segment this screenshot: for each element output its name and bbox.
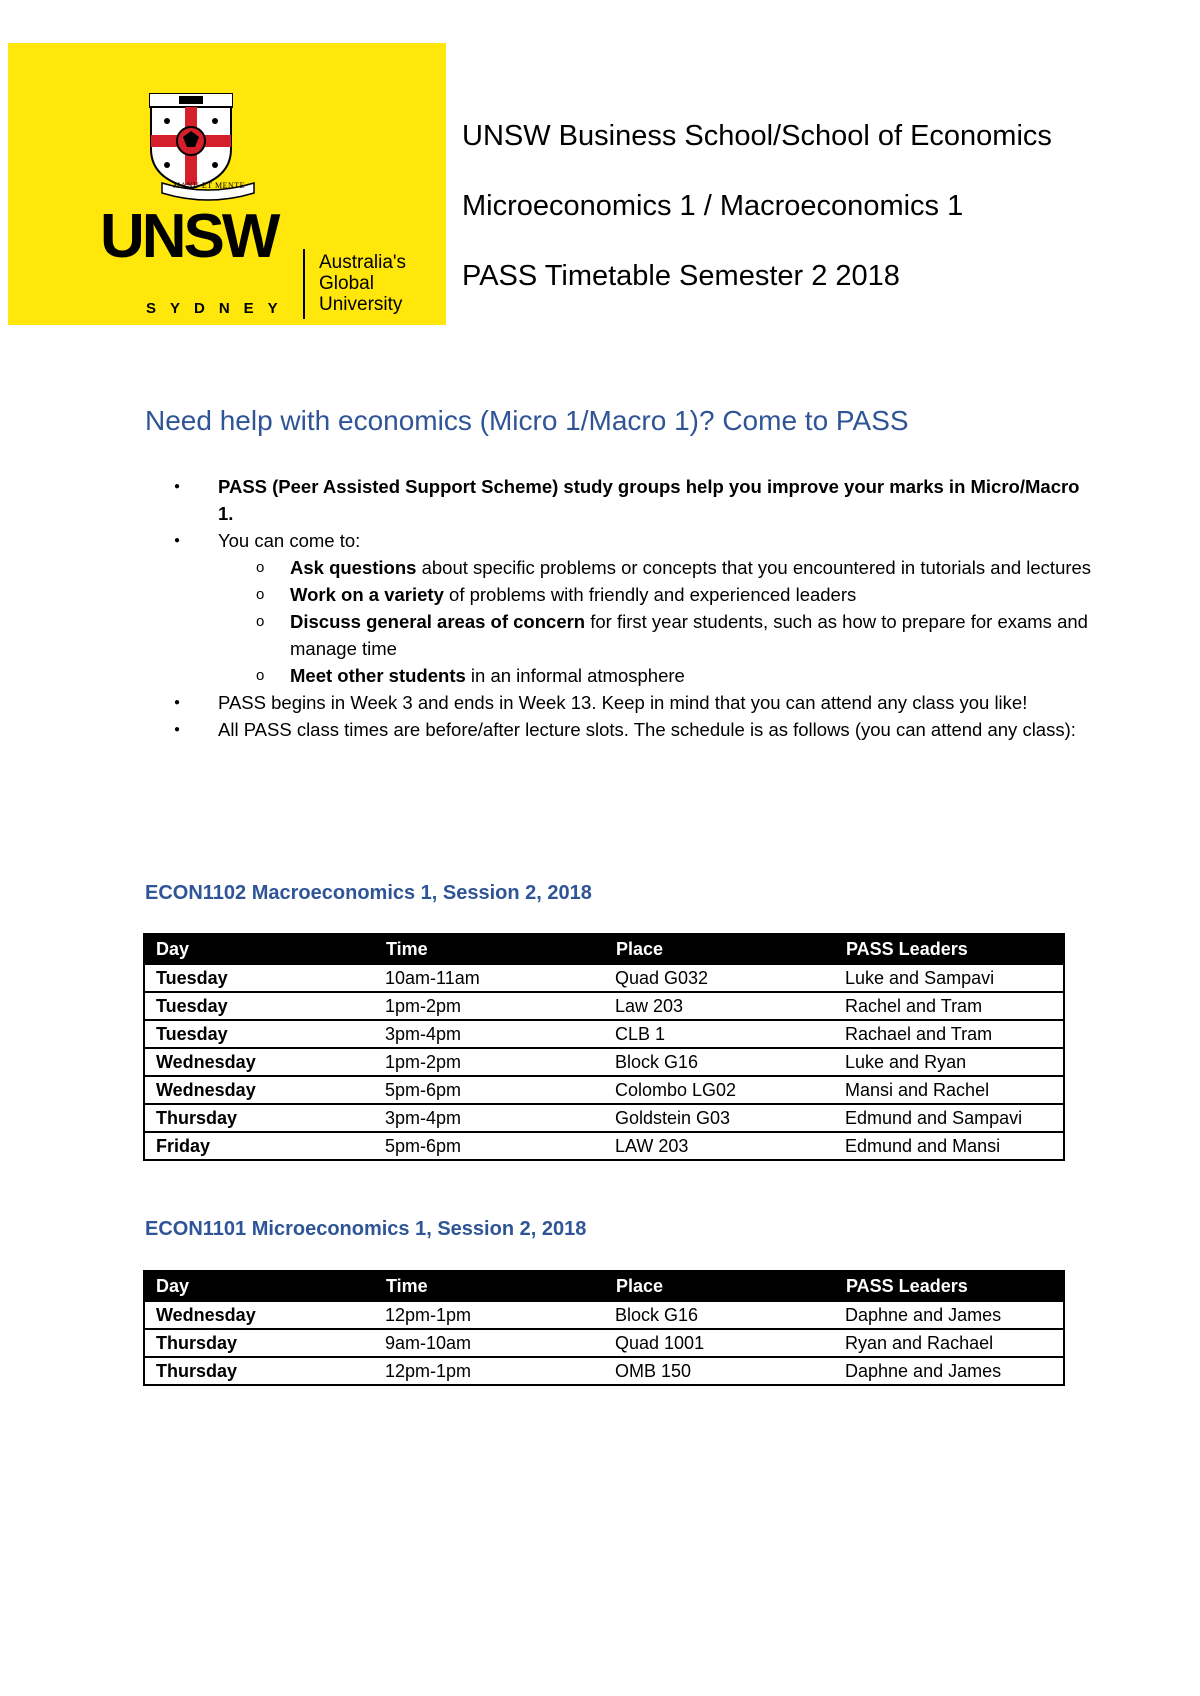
table-header-row (144, 934, 1064, 964)
micro-timetable (143, 1270, 1065, 1386)
list-item: ● PASS (Peer Assisted Support Scheme) study groups help you improve your marks in Micro/Macro 1. (174, 473, 1094, 527)
header-timetable: PASS Timetable Semester 2 2018 (462, 260, 900, 292)
sub-list-item: o Meet other students in an informal atmosphere (174, 662, 1094, 689)
info-list (174, 473, 1094, 743)
header-school: UNSW Business School/School of Economics (462, 120, 1052, 152)
column-header-leaders: PASS Leaders (834, 1271, 1064, 1301)
table-row: Wednesday 5pm-6pm Colombo LG02 Mansi and Rachel (144, 1076, 1064, 1104)
unsw-crest-icon (149, 93, 233, 189)
column-header-day: Day (144, 934, 374, 964)
column-header-place: Place (604, 934, 834, 964)
column-header-place: Place (604, 1271, 834, 1301)
macro-section-title: ECON1102 Macroeconomics 1, Session 2, 2018 (145, 882, 592, 904)
table-row: Tuesday 3pm-4pm CLB 1 Rachael and Tram (144, 1020, 1064, 1048)
logo-wordmark: UNSW (100, 202, 278, 271)
table-row: Thursday 12pm-1pm OMB 150 Daphne and James (144, 1357, 1064, 1385)
list-item: ● All PASS class times are before/after lecture slots. The schedule is as follows (you can attend any class): (174, 716, 1094, 743)
table-row: Friday 5pm-6pm LAW 203 Edmund and Mansi (144, 1132, 1064, 1160)
column-header-leaders: PASS Leaders (834, 934, 1064, 964)
micro-section-title: ECON1101 Microeconomics 1, Session 2, 2018 (145, 1218, 587, 1240)
column-header-time: Time (374, 1271, 604, 1301)
macro-timetable (143, 933, 1065, 1161)
column-header-day: Day (144, 1271, 374, 1301)
unsw-logo (8, 43, 446, 325)
table-row: Wednesday 1pm-2pm Block G16 Luke and Ryan (144, 1048, 1064, 1076)
logo-divider (303, 249, 305, 319)
table-row: Thursday 9am-10am Quad 1001 Ryan and Rachael (144, 1329, 1064, 1357)
table-row: Tuesday 10am-11am Quad G032 Luke and Sampavi (144, 964, 1064, 992)
table-row: Wednesday 12pm-1pm Block G16 Daphne and James (144, 1301, 1064, 1329)
page-heading: Need help with economics (Micro 1/Macro 1)? Come to PASS (145, 405, 909, 436)
list-item: ● You can come to: (174, 527, 1094, 554)
table-row: Tuesday 1pm-2pm Law 203 Rachel and Tram (144, 992, 1064, 1020)
column-header-time: Time (374, 934, 604, 964)
document-header (462, 118, 1182, 328)
table-header-row (144, 1271, 1064, 1301)
sub-list-item: o Discuss general areas of concern for first year students, such as how to prepare for exams and manage time (174, 608, 1094, 662)
logo-motto: MANU ET MENTE (172, 181, 246, 190)
list-item: ● PASS begins in Week 3 and ends in Week 13. Keep in mind that you can attend any class you like! (174, 689, 1094, 716)
header-course: Microeconomics 1 / Macroeconomics 1 (462, 190, 964, 222)
logo-city: SYDNEY (146, 300, 292, 317)
logo-tagline: Australia's Global University (319, 252, 407, 315)
sub-list-item: o Work on a variety of problems with friendly and experienced leaders (174, 581, 1094, 608)
table-row: Thursday 3pm-4pm Goldstein G03 Edmund and Sampavi (144, 1104, 1064, 1132)
sub-list-item: o Ask questions about specific problems or concepts that you encountered in tutorials and lectures (174, 554, 1094, 581)
